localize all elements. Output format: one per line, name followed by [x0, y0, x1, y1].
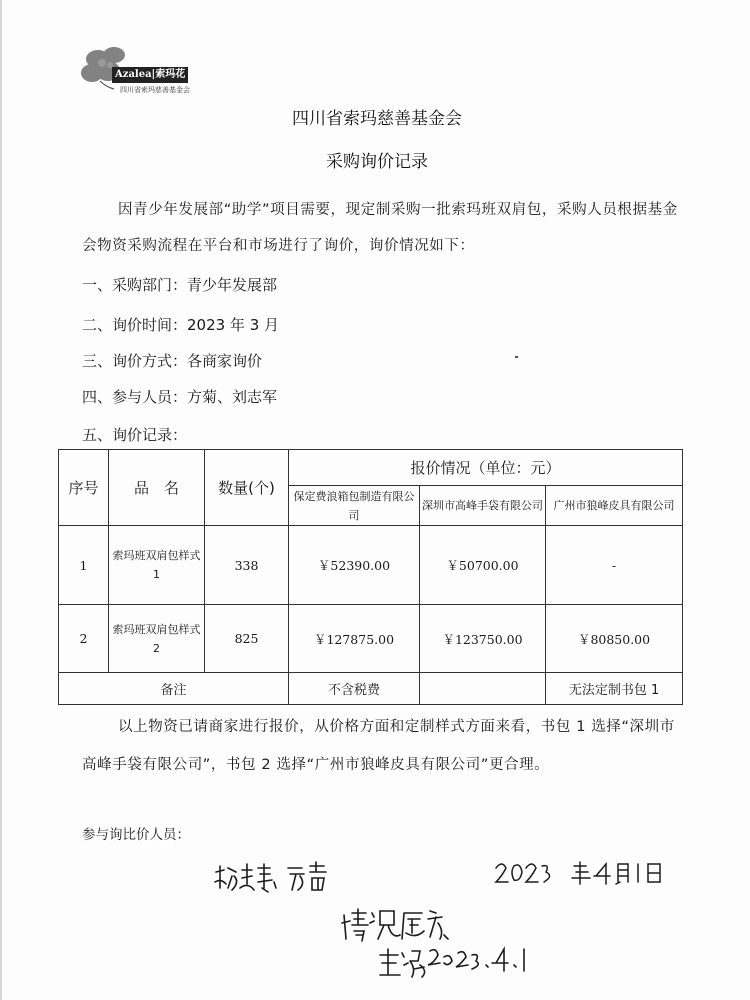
- item-participants: 四、参与人员：方菊、刘志军: [82, 388, 278, 406]
- note-label: 备注: [59, 673, 289, 705]
- note-row: [59, 673, 683, 705]
- conclusion-paragraph: 以上物资已请商家进行报价，从价格方面和定制样式方面来看，书包 1 选择“深圳市高峰手袋有限公司”，书包 2 选择“广州市狼峰皮具有限公司”更合理。: [82, 719, 675, 773]
- row-price-2: ￥123750.00: [420, 605, 546, 673]
- note-supplier-3: 无法定制书包 1: [546, 673, 683, 705]
- handwritten-verification: [340, 905, 570, 985]
- item-department: 一、采购部门：青少年发展部: [82, 276, 278, 294]
- row-price-3: ￥80850.00: [546, 605, 683, 673]
- quote-table: [58, 449, 683, 705]
- item-records-heading: 五、询价记录：: [82, 426, 188, 444]
- row-no: 1: [59, 526, 109, 605]
- handwritten-date: [492, 858, 662, 888]
- participants-label: 参与询比价人员：: [82, 827, 190, 843]
- row-no: 2: [59, 605, 109, 673]
- header-supplier-2: 深圳市高峰手袋有限公司: [420, 486, 546, 526]
- row-name: 索玛班双肩包样式 2: [109, 605, 205, 673]
- header-supplier-3: 广州市狼峰皮具有限公司: [546, 486, 683, 526]
- stray-mark: [515, 356, 518, 358]
- row-price-1: ￥127875.00: [289, 605, 420, 673]
- row-qty: 825: [205, 605, 289, 673]
- header-supplier-1: 保定费浪箱包制造有限公司: [289, 486, 420, 526]
- logo-subtitle: 四川省索玛慈善基金会: [120, 86, 190, 94]
- note-supplier-2: [420, 673, 546, 705]
- header-no: 序号: [59, 450, 109, 526]
- row-price-2: ￥50700.00: [420, 526, 546, 605]
- row-price-1: ￥52390.00: [289, 526, 420, 605]
- foundation-logo: [80, 45, 240, 95]
- logo-brand: Azalea|索玛花: [112, 67, 188, 83]
- header-qty: 数量(个): [205, 450, 289, 526]
- table-row: [59, 605, 683, 673]
- intro-paragraph: 因青少年发展部“助学”项目需要，现定制采购一批索玛班双肩包，采购人员根据基金会物资采购流程在平台和市场进行了询价，询价情况如下：: [82, 202, 678, 254]
- header-name: 品 名: [109, 450, 205, 526]
- item-inquiry-time: 二、询价时间：2023 年 3 月: [82, 316, 280, 334]
- note-supplier-1: 不含税费: [289, 673, 420, 705]
- row-qty: 338: [205, 526, 289, 605]
- page-title: 四川省索玛慈善基金会: [292, 109, 462, 129]
- table-row: [59, 526, 683, 605]
- row-name: 索玛班双肩包样式 1: [109, 526, 205, 605]
- header-quote: 报价情况（单位：元）: [289, 450, 683, 486]
- handwritten-signature-names: [212, 858, 362, 898]
- row-price-3: -: [546, 526, 683, 605]
- page-subtitle: 采购询价记录: [326, 152, 428, 172]
- item-inquiry-method: 三、询价方式：各商家询价: [82, 352, 263, 370]
